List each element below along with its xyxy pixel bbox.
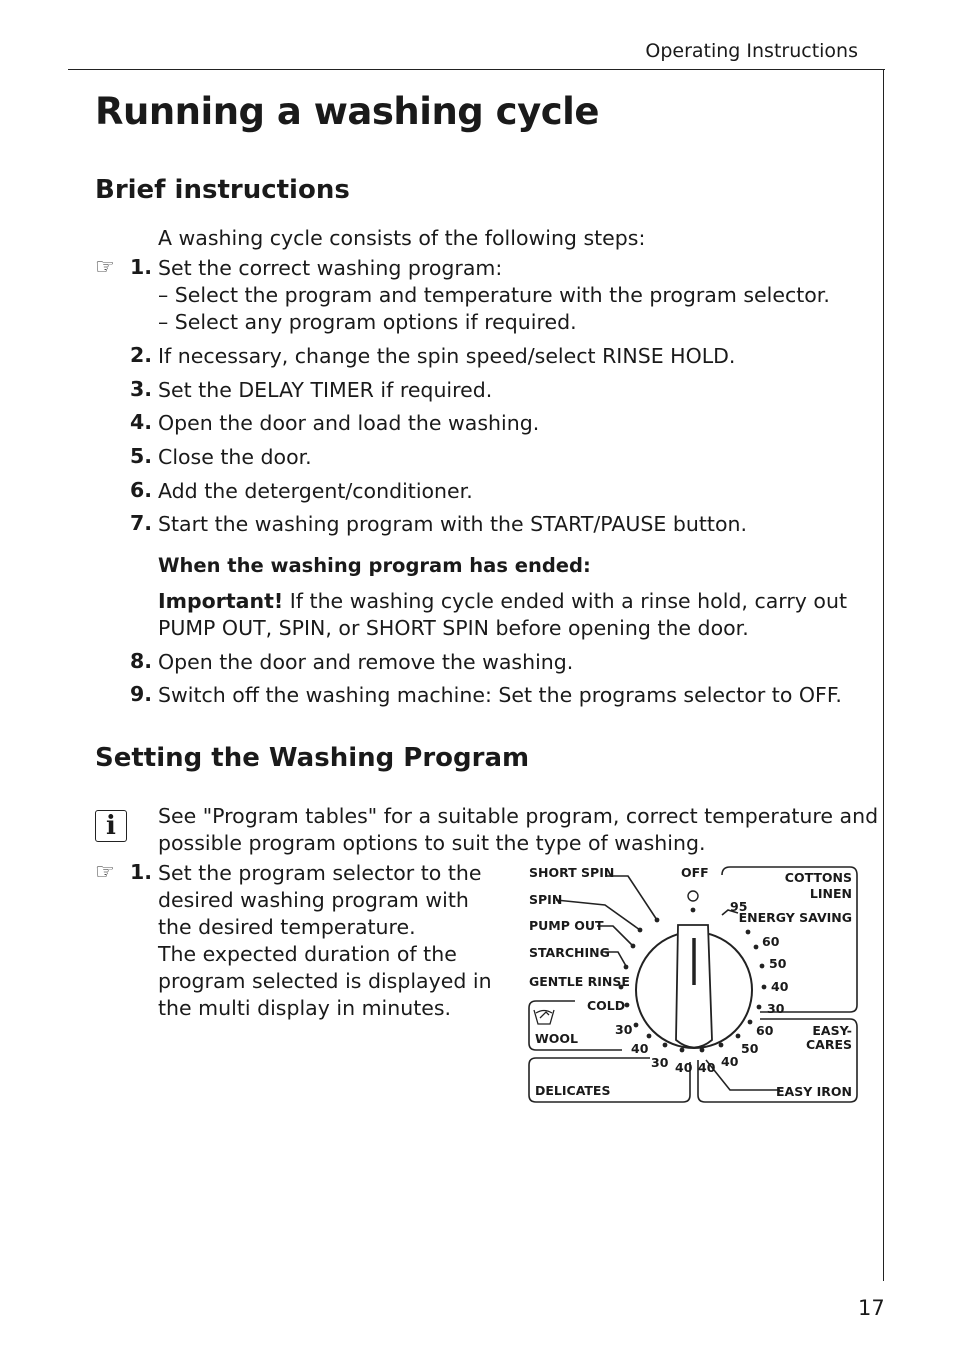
- important-text: If the washing cycle ended with a rinse hold, carry out: [283, 589, 848, 613]
- step-text: The expected duration of the: [158, 942, 457, 966]
- step-text: desired washing program with: [158, 888, 469, 912]
- dial-label-short-spin: SHORT SPIN: [529, 865, 615, 880]
- step-text: the desired temperature.: [158, 915, 416, 939]
- dial-temp-cotton-40: 40: [771, 979, 789, 994]
- step-number: 5.: [129, 444, 152, 468]
- position-dot: [700, 1048, 705, 1053]
- dial-temp-cotton-95: 95: [730, 899, 748, 914]
- running-header: Operating Instructions: [645, 40, 858, 62]
- position-dot: [760, 964, 765, 969]
- info-text: See "Program tables" for a suitable program, correct temperature and: [158, 804, 879, 828]
- step-number: 6.: [129, 478, 152, 502]
- step-subtext: – Select the program and temperature with the program selector.: [158, 283, 830, 307]
- dial-label-spin: SPIN: [529, 892, 563, 907]
- dial-temp-wool-30: 30: [615, 1022, 633, 1037]
- page-number: 17: [858, 1296, 885, 1320]
- dial-temp-cotton-30: 30: [767, 1001, 785, 1016]
- step-text: program selected is displayed in: [158, 969, 492, 993]
- leader-line: [606, 876, 657, 920]
- dial-temp-delicates-40: 40: [675, 1060, 693, 1075]
- dial-label-off: OFF: [681, 865, 709, 880]
- step-number: 4.: [129, 410, 152, 434]
- step-text: Close the door.: [158, 445, 312, 469]
- dial-temp-delicates-40b: 40: [698, 1060, 716, 1075]
- step-text: Open the door and remove the washing.: [158, 650, 574, 674]
- position-dot: [719, 1043, 724, 1048]
- dial-temp-cotton-60: 60: [762, 934, 780, 949]
- step-text: Open the door and load the washing.: [158, 411, 540, 435]
- dial-temp-cotton-50: 50: [769, 956, 787, 971]
- brief-intro: A washing cycle consists of the following steps:: [158, 226, 646, 250]
- dial-label-easy-iron: EASY IRON: [776, 1084, 852, 1099]
- step-text: Set the correct washing program:: [158, 256, 503, 280]
- step-subtext: – Select any program options if required.: [158, 310, 577, 334]
- step-number: 7.: [129, 511, 152, 535]
- step-number: 1.: [129, 860, 152, 884]
- pointing-hand-icon: ☞: [95, 255, 115, 280]
- dial-label-wool: WOOL: [535, 1031, 579, 1046]
- position-dot: [655, 918, 660, 923]
- important-label: Important!: [158, 589, 284, 613]
- step-text: the multi display in minutes.: [158, 996, 452, 1020]
- dial-temp-wool-40: 40: [631, 1041, 649, 1056]
- dial-label-starching: STARCHING: [529, 945, 610, 960]
- leader-line: [706, 1060, 780, 1090]
- dial-label-cottons: COTTONS: [784, 870, 852, 885]
- dial-label-pump-out: PUMP OUT: [529, 918, 604, 933]
- handwash-icon: [534, 1010, 554, 1024]
- position-dot: [736, 1034, 741, 1039]
- step-text: Set the program selector to the: [158, 861, 482, 885]
- step-number: 9.: [129, 682, 152, 706]
- position-dot: [663, 1043, 668, 1048]
- step-number: 2.: [129, 343, 152, 367]
- info-icon: i: [95, 810, 127, 842]
- step-text: Set the DELAY TIMER if required.: [158, 378, 493, 402]
- dial-temp-easy-60: 60: [756, 1023, 774, 1038]
- section-heading-brief: Brief instructions: [95, 175, 350, 205]
- position-dot: [625, 1003, 630, 1008]
- off-indicator: [688, 891, 698, 901]
- step-number: 8.: [129, 649, 152, 673]
- important-text-continued: PUMP OUT, SPIN, or SHORT SPIN before opening the door.: [158, 616, 749, 640]
- dial-label-easy-cares: CARES: [805, 1037, 852, 1052]
- position-dot: [634, 1023, 639, 1028]
- position-dot: [748, 1020, 753, 1025]
- position-dot: [624, 965, 629, 970]
- position-dot: [647, 1034, 652, 1039]
- position-dot: [746, 930, 751, 935]
- info-text: possible program options to suit the type of washing.: [158, 831, 706, 855]
- step-number: 1.: [129, 255, 152, 279]
- dial-label-gentle-rinse: GENTLE RINSE: [529, 974, 630, 989]
- position-dot: [691, 908, 696, 913]
- dial-label-easy-cares: EASY-: [812, 1023, 852, 1038]
- dial-temp-easy-50: 50: [741, 1041, 759, 1056]
- section-heading-program: Setting the Washing Program: [95, 743, 530, 773]
- step-text: Switch off the washing machine: Set the programs selector to OFF.: [158, 683, 842, 707]
- pointing-hand-icon: ☞: [95, 860, 115, 885]
- page-title: Running a washing cycle: [95, 90, 599, 133]
- position-dot: [631, 944, 636, 949]
- dial-temp-easy-40: 40: [721, 1054, 739, 1069]
- dial-label-linen: LINEN: [809, 886, 852, 901]
- position-dot: [754, 945, 759, 950]
- position-dot: [757, 1005, 762, 1010]
- step-number: 3.: [129, 377, 152, 401]
- dial-label-energy-saving: ENERGY SAVING: [738, 910, 852, 925]
- position-dot: [638, 928, 643, 933]
- dial-label-delicates: DELICATES: [535, 1083, 611, 1098]
- position-dot: [762, 985, 767, 990]
- step-text: Start the washing program with the START/PAUSE button.: [158, 512, 748, 536]
- dial-temp-delicates-30: 30: [651, 1055, 669, 1070]
- position-dot: [680, 1048, 685, 1053]
- step-text: If necessary, change the spin speed/select RINSE HOLD.: [158, 344, 736, 368]
- ended-subheading: When the washing program has ended:: [158, 554, 591, 577]
- dial-label-cold: COLD: [587, 998, 626, 1013]
- step-text: Add the detergent/conditioner.: [158, 479, 473, 503]
